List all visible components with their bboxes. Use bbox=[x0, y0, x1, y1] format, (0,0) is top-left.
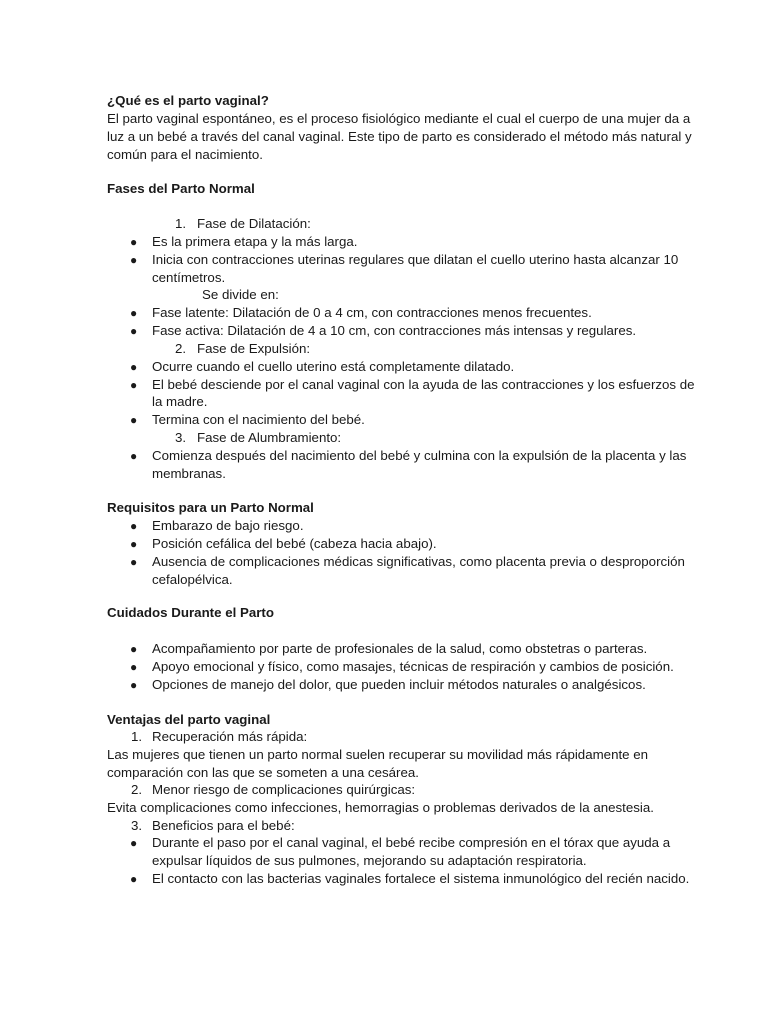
list-item: Posición cefálica del bebé (cabeza hacia abajo). bbox=[152, 536, 437, 551]
list-item-continuation: centímetros. bbox=[152, 270, 226, 285]
bullet-icon: ● bbox=[130, 642, 138, 656]
fase-dilatacion-title: Fase de Dilatación: bbox=[197, 216, 311, 231]
list-item: Durante el paso por el canal vaginal, el bebé recibe compresión en el tórax que ayuda a bbox=[152, 835, 671, 850]
list-number: 1. bbox=[175, 216, 187, 231]
heading-fases: Fases del Parto Normal bbox=[107, 181, 255, 196]
paragraph-line: comparación con las que se someten a una cesárea. bbox=[107, 765, 419, 780]
heading-ventajas: Ventajas del parto vaginal bbox=[107, 712, 271, 727]
bullet-icon: ● bbox=[130, 324, 138, 338]
se-divide-label: Se divide en: bbox=[202, 287, 279, 302]
list-number: 3. bbox=[175, 430, 187, 445]
list-item: Termina con el nacimiento del bebé. bbox=[152, 412, 365, 427]
list-item: Acompañamiento por parte de profesionales de la salud, como obstetras o parteras. bbox=[152, 641, 648, 656]
list-number: 2. bbox=[131, 782, 143, 797]
fase-expulsion-title: Fase de Expulsión: bbox=[197, 341, 311, 356]
intro-line-1: El parto vaginal espontáneo, es el proceso fisiológico mediante el cual el cuerpo de una mujer da a bbox=[107, 111, 691, 126]
fase-alumbramiento-title: Fase de Alumbramiento: bbox=[197, 430, 342, 445]
list-item: Inicia con contracciones uterinas regulares que dilatan el cuello uterino hasta alcanzar 10 bbox=[152, 252, 679, 267]
bullet-icon: ● bbox=[130, 555, 138, 569]
list-item: Embarazo de bajo riesgo. bbox=[152, 518, 304, 533]
bullet-icon: ● bbox=[130, 519, 138, 533]
bullet-icon: ● bbox=[130, 449, 138, 463]
ventaja-recuperacion-title: Recuperación más rápida: bbox=[152, 729, 308, 744]
bullet-icon: ● bbox=[130, 836, 138, 850]
list-item: Fase activa: Dilatación de 4 a 10 cm, con contracciones más intensas y regulares. bbox=[152, 323, 637, 338]
intro-line-3: común para el nacimiento. bbox=[107, 147, 263, 162]
bullet-icon: ● bbox=[130, 660, 138, 674]
list-item: Es la primera etapa y la más larga. bbox=[152, 234, 358, 249]
bullet-icon: ● bbox=[130, 413, 138, 427]
list-item: El contacto con las bacterias vaginales fortalece el sistema inmunológico del recién nacido. bbox=[152, 871, 690, 886]
bullet-icon: ● bbox=[130, 872, 138, 886]
bullet-icon: ● bbox=[130, 235, 138, 249]
paragraph-line: Evita complicaciones como infecciones, hemorragias o problemas derivados de la anestesia. bbox=[107, 800, 654, 815]
bullet-icon: ● bbox=[130, 253, 138, 267]
bullet-icon: ● bbox=[130, 378, 138, 392]
list-item: Ausencia de complicaciones médicas significativas, como placenta previa o desproporción bbox=[152, 554, 685, 569]
list-item: Fase latente: Dilatación de 0 a 4 cm, con contracciones menos frecuentes. bbox=[152, 305, 592, 320]
list-item: Ocurre cuando el cuello uterino está completamente dilatado. bbox=[152, 359, 515, 374]
bullet-icon: ● bbox=[130, 678, 138, 692]
bullet-icon: ● bbox=[130, 537, 138, 551]
list-item-continuation: expulsar líquidos de sus pulmones, mejorando su adaptación respiratoria. bbox=[152, 853, 587, 868]
list-item: Comienza después del nacimiento del bebé y culmina con la expulsión de la placenta y las bbox=[152, 448, 687, 463]
heading-que-es: ¿Qué es el parto vaginal? bbox=[107, 93, 269, 108]
list-item-continuation: cefalopélvica. bbox=[152, 572, 233, 587]
list-item: Opciones de manejo del dolor, que pueden incluir métodos naturales o analgésicos. bbox=[152, 677, 646, 692]
intro-line-2: luz a un bebé a través del canal vaginal. Este tipo de parto es considerado el método más natural y bbox=[107, 129, 692, 144]
list-item: El bebé desciende por el canal vaginal con la ayuda de las contracciones y los esfuerzos de bbox=[152, 377, 695, 392]
ventaja-riesgo-title: Menor riesgo de complicaciones quirúrgicas: bbox=[152, 782, 416, 797]
heading-requisitos: Requisitos para un Parto Normal bbox=[107, 500, 314, 515]
list-number: 1. bbox=[131, 729, 143, 744]
list-item-continuation: membranas. bbox=[152, 466, 226, 481]
paragraph-line: Las mujeres que tienen un parto normal suelen recuperar su movilidad más rápidamente en bbox=[107, 747, 649, 762]
ventaja-beneficios-title: Beneficios para el bebé: bbox=[152, 818, 295, 833]
list-number: 2. bbox=[175, 341, 187, 356]
list-item-continuation: la madre. bbox=[152, 394, 208, 409]
heading-cuidados: Cuidados Durante el Parto bbox=[107, 605, 274, 620]
list-number: 3. bbox=[131, 818, 143, 833]
list-item: Apoyo emocional y físico, como masajes, técnicas de respiración y cambios de posición. bbox=[152, 659, 674, 674]
bullet-icon: ● bbox=[130, 360, 138, 374]
bullet-icon: ● bbox=[130, 306, 138, 320]
